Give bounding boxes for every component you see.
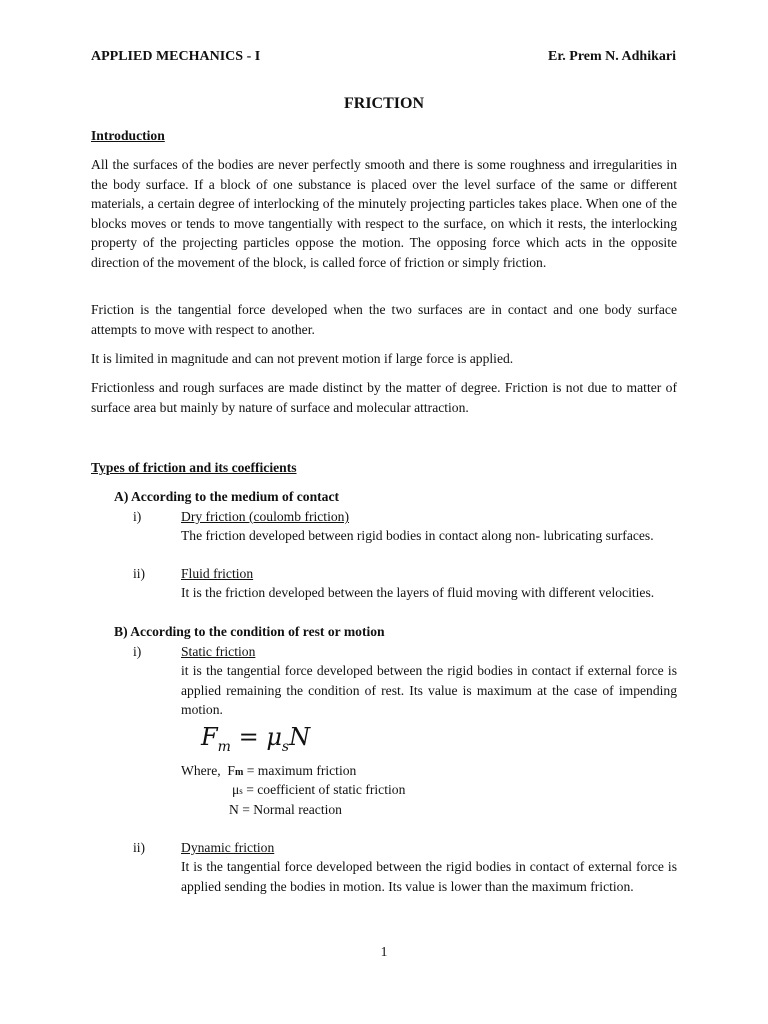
subsection-heading-a: A) According to the medium of contact bbox=[114, 489, 340, 504]
where-line-3: N = Normal reaction bbox=[229, 802, 342, 817]
item-description: It is the friction developed between the layers of fluid moving with different velocities. bbox=[181, 585, 655, 600]
where-sym-mu-sub: s bbox=[239, 786, 243, 796]
section-heading-types: Types of friction and its coefficients bbox=[91, 460, 297, 475]
formula-n: N bbox=[289, 723, 311, 751]
item-description: It is the tangential force developed between the rigid bodies in contact of external force is applied sending the bodies in motion. Its value is lower than the maximum friction. bbox=[181, 859, 677, 894]
list-number: ii) bbox=[133, 840, 146, 855]
header-author: Er. Prem N. Adhikari bbox=[548, 49, 676, 64]
subsection-heading-b: B) According to the condition of rest or motion bbox=[114, 624, 385, 639]
section-heading-introduction: Introduction bbox=[91, 128, 165, 143]
item-title-dynamic-friction: Dynamic friction bbox=[181, 840, 275, 855]
formula-mu-sub: s bbox=[281, 738, 290, 755]
where-sym-mu: μ bbox=[232, 782, 240, 797]
page-number: 1 bbox=[380, 944, 388, 959]
where-def-mu: = coefficient of static friction bbox=[242, 782, 406, 797]
where-intro: Where, bbox=[181, 763, 221, 778]
paragraph: It is limited in magnitude and can not prevent motion if large force is applied. bbox=[91, 351, 514, 366]
where-sym-f: F bbox=[227, 763, 235, 778]
item-description: it is the tangential force developed between the rigid bodies in contact if external force is applied remaining the condition of rest. Its value is maximum at the case of impending motion. bbox=[181, 663, 677, 717]
list-number: ii) bbox=[133, 566, 146, 581]
where-line-2 bbox=[232, 780, 405, 802]
item-title-fluid-friction: Fluid friction bbox=[181, 566, 254, 581]
formula-lhs: F bbox=[201, 723, 218, 751]
paragraph: Friction is the tangential force developed when the two surfaces are in contact and one body surface attempts to move with respect to another. bbox=[91, 302, 677, 337]
list-number: i) bbox=[133, 644, 142, 659]
formula-equals: = bbox=[230, 723, 267, 751]
item-title-static-friction: Static friction bbox=[181, 644, 256, 659]
formula-lhs-sub: m bbox=[217, 738, 231, 755]
where-def-f: = maximum friction bbox=[243, 763, 357, 778]
formula-max-friction bbox=[201, 722, 310, 762]
item-description: The friction developed between rigid bodies in contact along non- lubricating surfaces. bbox=[181, 528, 654, 543]
item-title-dry-friction: Dry friction (coulomb friction) bbox=[181, 509, 349, 524]
page-title: FRICTION bbox=[343, 95, 424, 112]
paragraph: All the surfaces of the bodies are never perfectly smooth and there is some roughness and irregularities in the body surface. If a block of one substance is placed over the level surface of the same or different materials, a certain degree of interlocking of the minutely projecting particles takes place. When one of the blocks moves or tends to move tangentially with respect to the surface, on which it rests, the interlocking property of the projecting particles oppose the motion. The opposing force which acts in the opposite direction of the movement of the block, is called force of friction or simply friction. bbox=[91, 157, 677, 270]
formula-mu: μ bbox=[266, 723, 282, 751]
list-number: i) bbox=[133, 509, 142, 524]
paragraph: Frictionless and rough surfaces are made distinct by the matter of degree. Friction is not due to matter of surface area but mainly by nature of surface and molecular attraction. bbox=[91, 380, 677, 415]
where-sym-f-sub: m bbox=[234, 767, 244, 778]
header-course-title: APPLIED MECHANICS - I bbox=[91, 49, 261, 64]
